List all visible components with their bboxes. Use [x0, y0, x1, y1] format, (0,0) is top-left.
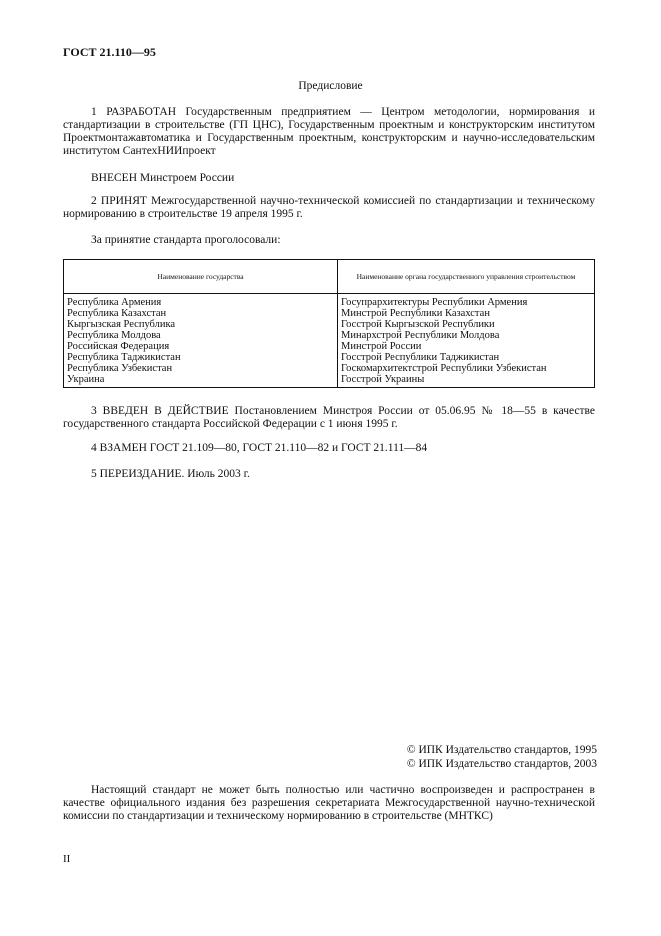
state-cell: Республика Казахстан	[67, 308, 167, 319]
body-cell: Госстрой Республики Таджикистан	[341, 352, 500, 363]
adopted-text: 2 ПРИНЯТ Межгосударственной научно-технической комиссией по стандартизации и техническому нормированию в строительстве 19 апреля 1995 г.	[63, 195, 595, 220]
table-header-state: Наименование государства	[64, 260, 338, 294]
body-cell: Минстрой России	[341, 341, 422, 352]
copyright-line: © ИПК Издательство стандартов, 2003	[406, 758, 597, 770]
body-cell: Минархстрой Республики Молдова	[341, 330, 500, 341]
state-cell: Республика Узбекистан	[67, 363, 173, 374]
effective-text: 3 ВВЕДЕН В ДЕЙСТВИЕ Постановлением Минстроя России от 05.06.95 № 18—55 в качестве государственного стандарта Российской Федерации с 1 июня 1995 г.	[63, 405, 595, 430]
bodies-column	[338, 294, 595, 388]
state-cell: Республика Таджикистан	[67, 352, 181, 363]
state-cell: Кыргызская Республика	[67, 319, 176, 330]
developed-text: 1 РАЗРАБОТАН Государственным предприятием — Центром методологии, нормирования и стандартизации в строительстве (ГП ЦНС), Государственным проектным и конструкторским институтом Проектмонтажавтоматика и Государственным проектным, конструкторским и научно-исследовательским институтом СантехНИИпроект	[63, 106, 595, 157]
voted-intro: За принятие стандарта проголосовали:	[91, 234, 281, 246]
page-number: II	[63, 853, 71, 865]
table-header-body: Наименование органа государственного управления строительством	[338, 260, 595, 294]
body-cell: Госкомархитектстрой Республики Узбекистан	[341, 363, 547, 374]
state-cell: Украина	[67, 374, 105, 385]
state-cell: Республика Молдова	[67, 330, 161, 341]
notice-paragraph	[63, 784, 595, 823]
body-cell: Минстрой Республики Казахстан	[341, 308, 490, 319]
copyright-line: © ИПК Издательство стандартов, 1995	[406, 744, 597, 756]
adopted-paragraph	[63, 195, 595, 221]
state-cell: Республика Армения	[67, 297, 162, 308]
page-title: Предисловие	[298, 80, 363, 92]
body-cell: Госупрархитектуры Республики Армения	[341, 297, 528, 308]
effective-paragraph	[63, 405, 595, 431]
vote-table	[63, 259, 595, 388]
replaces-text: 4 ВЗАМЕН ГОСТ 21.109—80, ГОСТ 21.110—82 и ГОСТ 21.111—84	[91, 442, 428, 454]
introduced-by-text: ВНЕСЕН Минстроем России	[91, 172, 235, 184]
reissue-text: 5 ПЕРЕИЗДАНИЕ. Июль 2003 г.	[91, 468, 250, 480]
body-cell: Госстрой Кыргызской Республики	[341, 319, 495, 330]
notice-text: Настоящий стандарт не может быть полностью или частично воспроизведен и распространен в качестве официального издания без разрешения секретариата Межгосударственной научно-технической комиссии по стандартизации и техническому нормированию в строительстве (МНТКС)	[63, 784, 595, 822]
states-column	[64, 294, 338, 388]
state-cell: Российская Федерация	[67, 341, 170, 352]
standard-number: ГОСТ 21.110—95	[63, 45, 156, 59]
developed-paragraph	[63, 106, 595, 158]
body-cell: Госстрой Украины	[341, 374, 425, 385]
